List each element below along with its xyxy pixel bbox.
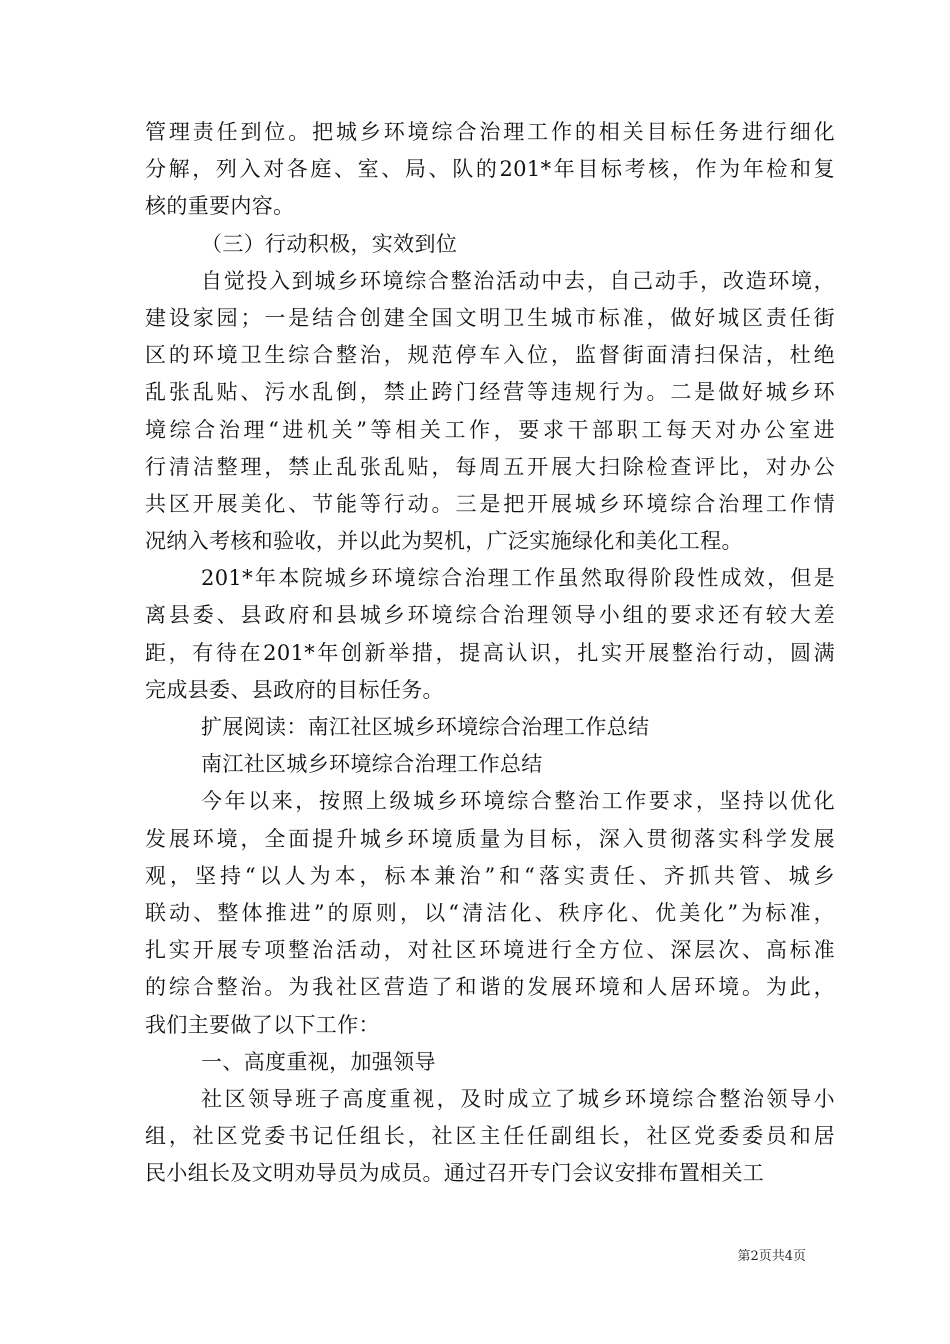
text-line: 区的环境卫生综合整治，规范停车入位，监督街面清扫保洁，杜绝 <box>145 343 835 368</box>
text-line: 发展环境，全面提升城乡环境质量为目标，深入贯彻落实科学发展 <box>145 826 835 851</box>
document-body <box>145 114 835 1192</box>
page-number-footer: 第2页共4页 <box>737 1249 806 1264</box>
text-line: （三）行动积极，实效到位 <box>201 231 458 256</box>
text-line: 完成县委、县政府的目标任务。 <box>145 677 444 702</box>
paragraph-p4 <box>145 783 835 1043</box>
paragraph-p1 <box>145 114 835 226</box>
text-line: 管理责任到位。把城乡环境综合治理工作的相关目标任务进行细化 <box>145 120 835 144</box>
text-line: 离县委、县政府和县城乡环境综合治理领导小组的要求还有较大差 <box>145 603 835 628</box>
text-line: 核的重要内容。 <box>145 194 295 219</box>
text-line: 扎实开展专项整治活动，对社区环境进行全方位、深层次、高标准 <box>145 938 835 963</box>
text-line: 分解，列入对各庭、室、局、队的201*年目标考核，作为年检和复 <box>145 157 835 182</box>
text-line: 一、高度重视，加强领导 <box>201 1049 436 1074</box>
text-line: 组，社区党委书记任组长，社区主任任副组长，社区党委委员和居 <box>145 1124 835 1149</box>
text-line: 况纳入考核和验收，并以此为契机，广泛实施绿化和美化工程。 <box>145 529 743 554</box>
paragraph-p3 <box>145 560 835 709</box>
text-line: 我们主要做了以下工作： <box>145 1012 380 1037</box>
text-line: 民小组长及文明劝导员为成员。通过召开专门会议安排布置相关工 <box>145 1161 765 1186</box>
paragraph-p2 <box>145 263 835 561</box>
paragraph-heading-1 <box>145 1044 835 1081</box>
text-line: 扩展阅读：南江社区城乡环境综合治理工作总结 <box>201 715 650 739</box>
text-line: 自觉投入到城乡环境综合整治活动中去，自己动手，改造环境， <box>201 268 835 293</box>
text-line: 今年以来，按照上级城乡环境综合整治工作要求，坚持以优化 <box>201 789 835 814</box>
text-line: 的综合整治。为我社区营造了和谐的发展环境和人居环境。为此， <box>145 975 835 1000</box>
paragraph-extended-reading <box>145 709 835 746</box>
paragraph-article-title <box>145 746 835 783</box>
text-line: 行清洁整理，禁止乱张乱贴，每周五开展大扫除检查评比，对办公 <box>145 454 835 479</box>
paragraph-heading-3 <box>145 226 835 263</box>
text-line: 距，有待在201*年创新举措，提高认识，扎实开展整治行动，圆满 <box>145 640 835 665</box>
paragraph-p5 <box>145 1081 835 1193</box>
text-line: 南江社区城乡环境综合治理工作总结 <box>201 752 543 777</box>
text-line: 共区开展美化、节能等行动。三是把开展城乡环境综合治理工作情 <box>145 491 835 516</box>
text-line: 境综合治理“进机关”等相关工作，要求干部职工每天对办公室进 <box>145 417 835 442</box>
text-line: 乱张乱贴、污水乱倒，禁止跨门经营等违规行为。二是做好城乡环 <box>145 380 835 405</box>
text-line: 建设家园；一是结合创建全国文明卫生城市标准，做好城区责任街 <box>145 305 835 330</box>
text-line: 201*年本院城乡环境综合治理工作虽然取得阶段性成效，但是 <box>201 566 835 591</box>
text-line: 观，坚持“以人为本，标本兼治”和“落实责任、齐抓共管、城乡 <box>145 863 835 888</box>
text-line: 社区领导班子高度重视，及时成立了城乡环境综合整治领导小 <box>201 1086 835 1111</box>
text-line: 联动、整体推进”的原则，以“清洁化、秩序化、优美化”为标准， <box>145 900 835 925</box>
